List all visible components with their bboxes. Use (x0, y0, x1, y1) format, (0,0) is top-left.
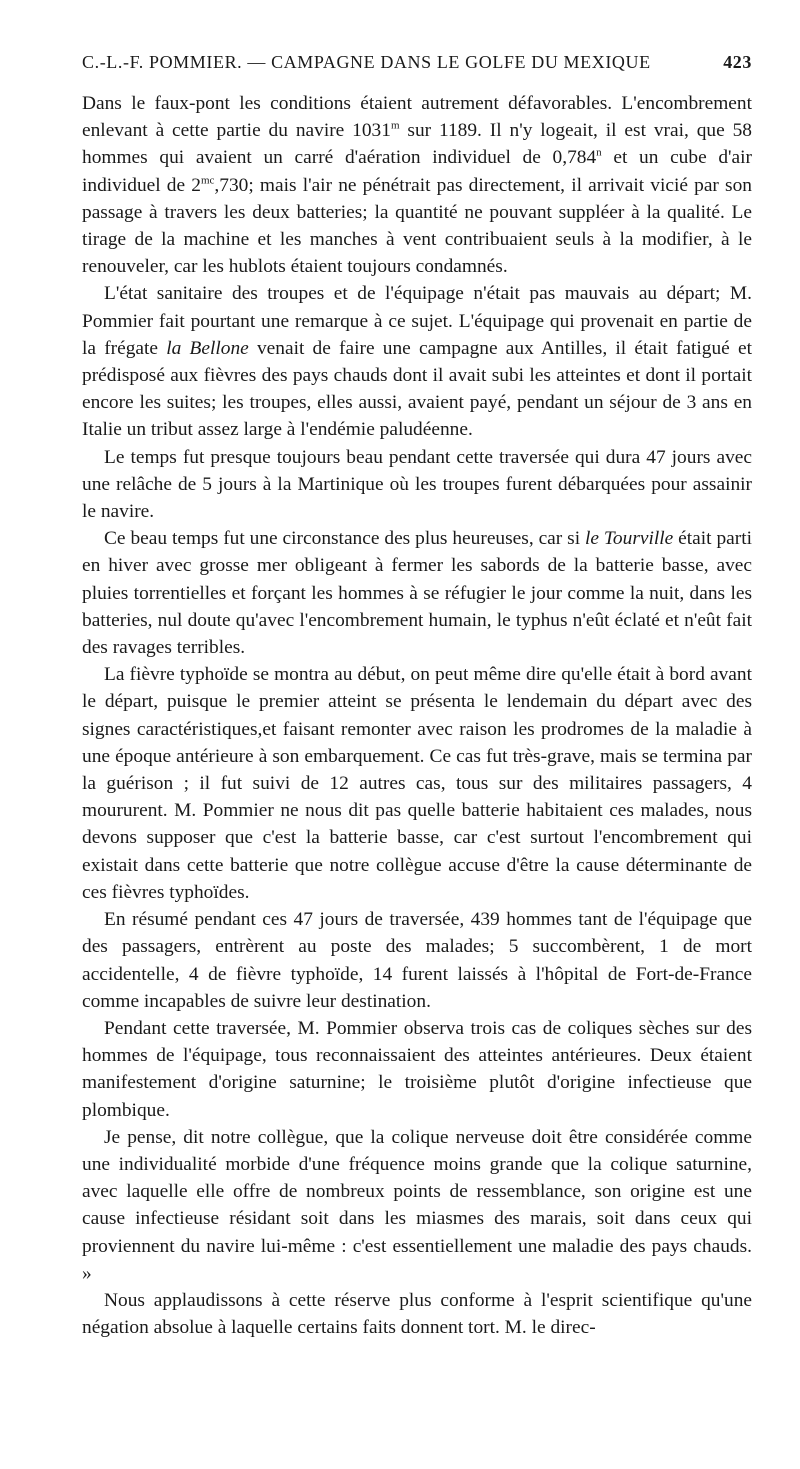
paragraph: En résumé pendant ces 47 jours de traversée, 439 hommes tant de l'équipage que des passagers, entrèrent au poste des malades; 5 succombèrent, 1 de mort accidentelle, 4 de fièvre typhoïde, 14 furent laissés à l'hôpital de Fort-de-France comme incapables de suivre leur destination. (82, 909, 752, 1012)
paragraph: Je pense, dit notre collègue, que la colique nerveuse doit être considérée comme une individualité morbide d'une fréquence moins grande que la colique saturnine, avec laquelle elle offre de nombreux points de ressemblance, son origine est une cause infectieuse résidant soit dans les miasmes des marais, soit dans ceux qui proviennent du navire lui-même : c'est essentiellement une maladie des pays chauds. » (82, 1126, 752, 1284)
page-number: 423 (723, 52, 752, 72)
paragraph-text: Ce beau temps fut une circonstance des plus heureuses, car si (104, 528, 586, 550)
paragraph-text: Dans le faux-pont les conditions étaient autrement défavorables. L'encombrement enlevant à cette partie du navire 1031 (82, 93, 752, 142)
paragraph-text: ,730; mais l'air ne pénétrait pas directement, il arrivait vicié par son passage à travers les deux batteries; la quantité ne pouvant suppléer à la qualité. Le tirage de la machine et les manches à vent contribuaient seuls à la modifier, à le renouveler, car les hublots étaient toujours condamnés. (82, 174, 752, 278)
running-header (82, 52, 752, 86)
paragraph: Pendant cette traversée, M. Pommier observa trois cas de coliques sèches sur des hommes de l'équipage, tous reconnaissaient des atteintes antérieures. Deux étaient manifestement d'origine saturnine; le troisième plutôt d'origine infectieuse que plombique. (82, 1017, 752, 1121)
running-title: C.-L.-F. POMMIER. — CAMPAGNE DANS LE GOLFE DU MEXIQUE (82, 52, 651, 72)
paragraph-text: était parti en hiver avec grosse mer obligeant à fermer les sabords de la batterie basse, avec pluies torrentielles et forçant les hommes à se réfugier le jour comme la nuit, dans les batteries, nul doute qu'avec l'encombrement humain, le typhus n'eût éclaté et n'eût fait des ravages terribles. (82, 528, 752, 659)
document-page (82, 52, 752, 1341)
ship-name: la Bellone (166, 337, 249, 359)
unit-superscript: mc (200, 174, 215, 187)
paragraph: La fièvre typhoïde se montra au début, on peut même dire qu'elle était à bord avant le départ, puisque le premier atteint se présenta le lendemain du départ avec des signes caractéristiques,et faisant remonter avec raison les prodromes de la maladie à une époque antérieure à son embarquement. Ce cas fut très-grave, mais se termina par la guérison ; il fut suivi de 12 autres cas, tous sur des militaires passagers, 4 moururent. M. Pommier ne nous dit pas quelle batterie habitaient ces malades, nous devons supposer que c'est la batterie basse, car c'est surtout l'encombrement qui existait dans cette batterie que notre collègue accuse d'être la cause déterminante de ces fièvres typhoïdes. (82, 664, 752, 903)
unit-superscript: n (596, 146, 602, 159)
paragraph-text: L'état sanitaire des troupes et de l'équipage n'était pas mauvais au départ; M. Pommier fait pourtant une remarque à ce sujet. L'équipage qui provenait en partie de la frégate (82, 283, 752, 359)
paragraph-text: sur 1189. Il n'y logeait, il est vrai, que 58 hommes qui avaient un carré d'aération individuel de 0,784 (82, 120, 752, 169)
paragraph: Nous applaudissons à cette réserve plus conforme à l'esprit scientifique qu'une négation absolue à laquelle certains faits donnent tort. M. le direc- (82, 1289, 752, 1339)
paragraph-text: et un cube d'air individuel de 2 (82, 147, 752, 196)
body-text (82, 90, 752, 1341)
ship-name: le Tourville (585, 528, 674, 550)
unit-superscript: m (390, 119, 400, 132)
paragraph (82, 525, 752, 661)
paragraph: Le temps fut presque toujours beau pendant cette traversée qui dura 47 jours avec une relâche de 5 jours à la Martinique où les troupes furent débarquées pour assainir le navire. (82, 446, 752, 523)
paragraph (82, 280, 752, 443)
paragraph (82, 90, 752, 280)
paragraph-text: venait de faire une campagne aux Antilles, il était fatigué et prédisposé aux fièvres des pays chauds dont il avait subi les atteintes et dont il portait encore les suites; les troupes, elles aussi, avaient payé, pendant un séjour de 3 ans en Italie un tribut assez large à l'endémie paludéenne. (82, 337, 752, 441)
